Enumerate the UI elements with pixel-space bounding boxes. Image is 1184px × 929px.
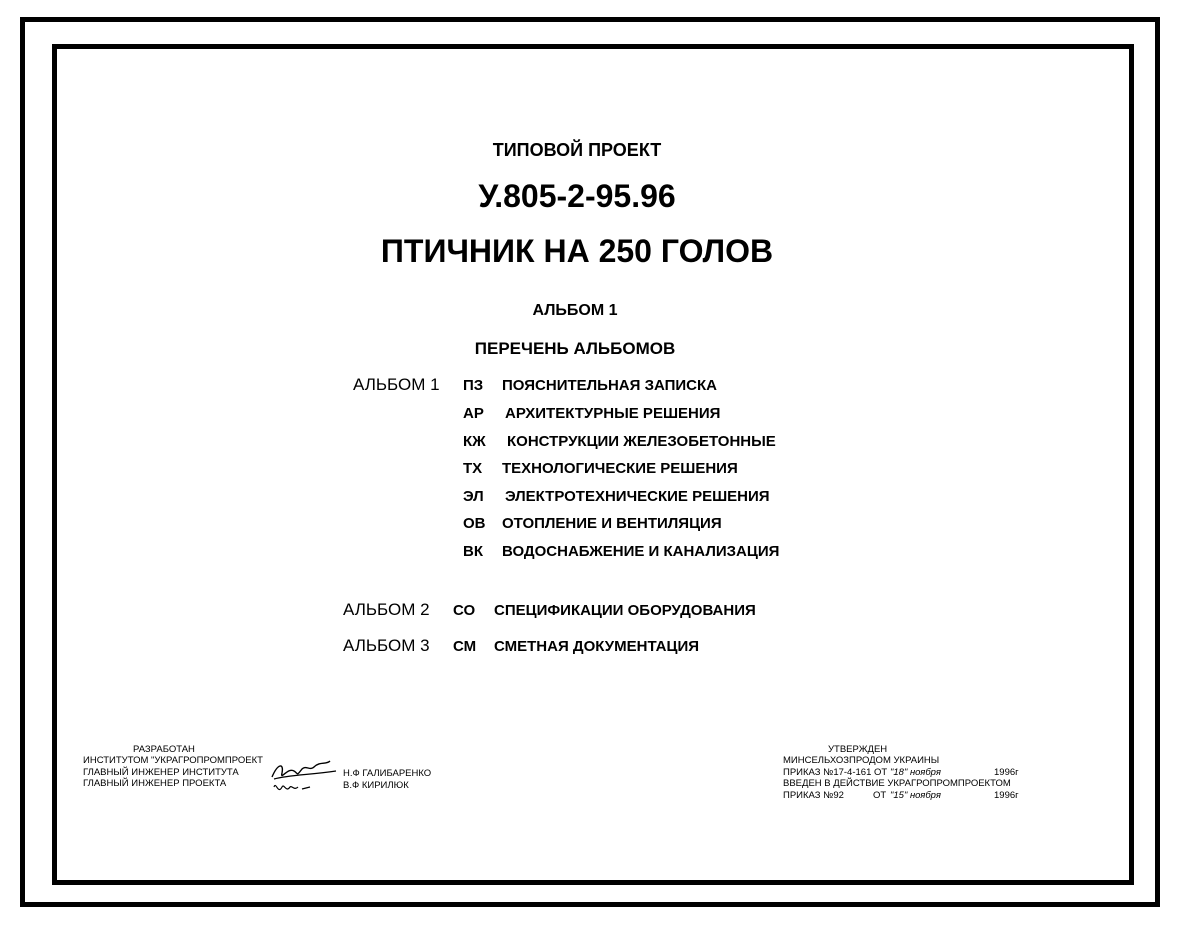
album-3-label: АЛЬБОМ 3: [343, 636, 430, 655]
approval-org: МИНСЕЛЬХОЗПРОДОМ УКРАИНЫ: [783, 755, 940, 766]
order-2-date: "15" ноября: [890, 790, 941, 801]
section-title: КОНСТРУКЦИИ ЖЕЛЕЗОБЕТОННЫЕ: [507, 433, 776, 450]
albums-list-heading: ПЕРЕЧЕНЬ АЛЬБОМОВ: [474, 339, 676, 358]
chief-engineer-project-name: В.Ф КИРИЛЮК: [343, 780, 409, 791]
chief-engineer-project-role: ГЛАВНЫЙ ИНЖЕНЕР ПРОЕКТА: [83, 778, 227, 789]
section-code: ПЗ: [463, 377, 484, 394]
section-code: ТХ: [463, 460, 483, 477]
order-1-year: 1996г: [994, 767, 1019, 778]
album-2-label: АЛЬБОМ 2: [343, 600, 430, 619]
section-title: ПОЯСНИТЕЛЬНАЯ ЗАПИСКА: [502, 377, 717, 394]
chief-engineer-institute-role: ГЛАВНЫЙ ИНЖЕНЕР ИНСТИТУТА: [83, 767, 239, 778]
order-1-number: ПРИКАЗ №17-4-161 ОТ: [783, 767, 888, 778]
developer-heading: РАЗРАБОТАН: [133, 744, 195, 755]
section-code: АР: [463, 405, 484, 422]
section-title: ОТОПЛЕНИЕ И ВЕНТИЛЯЦИЯ: [502, 515, 722, 532]
section-title: СПЕЦИФИКАЦИИ ОБОРУДОВАНИЯ: [494, 602, 756, 619]
order-2-number: ПРИКАЗ №92: [783, 790, 844, 801]
section-code: СО: [453, 602, 476, 619]
section-title: ВОДОСНАБЖЕНИЕ И КАНАЛИЗАЦИЯ: [502, 543, 780, 560]
order-1-date: "18" ноября: [890, 767, 941, 778]
album-1-label: АЛЬБОМ 1: [353, 375, 440, 394]
section-code: ОВ: [463, 515, 486, 532]
project-name: ПТИЧНИК НА 250 ГОЛОВ: [380, 233, 774, 269]
developer-org: ИНСТИТУТОМ "УКРАГРОПРОМПРОЕКТ: [83, 755, 263, 766]
signature-image: [268, 757, 340, 799]
section-title: ТЕХНОЛОГИЧЕСКИЕ РЕШЕНИЯ: [502, 460, 738, 477]
section-code: ЭЛ: [463, 488, 484, 505]
order-2-year: 1996г: [994, 790, 1019, 801]
section-code: КЖ: [463, 433, 486, 450]
order-2-from: ОТ: [873, 790, 887, 801]
section-title: СМЕТНАЯ ДОКУМЕНТАЦИЯ: [494, 638, 700, 655]
project-code: У.805-2-95.96: [478, 178, 676, 214]
album-number: АЛЬБОМ 1: [532, 302, 618, 319]
section-code: СМ: [453, 638, 477, 655]
enactment-text: ВВЕДЕН В ДЕЙСТВИЕ УКРАГРОПРОМПРОЕКТОМ: [783, 778, 1011, 789]
chief-engineer-institute-name: Н.Ф ГАЛИБАРЕНКО: [343, 768, 432, 779]
project-series: ТИПОВОЙ ПРОЕКТ: [492, 140, 662, 160]
section-title: АРХИТЕКТУРНЫЕ РЕШЕНИЯ: [505, 405, 721, 422]
section-code: ВК: [463, 543, 483, 560]
approval-heading: УТВЕРЖДЕН: [828, 744, 888, 755]
section-title: ЭЛЕКТРОТЕХНИЧЕСКИЕ РЕШЕНИЯ: [505, 488, 770, 505]
